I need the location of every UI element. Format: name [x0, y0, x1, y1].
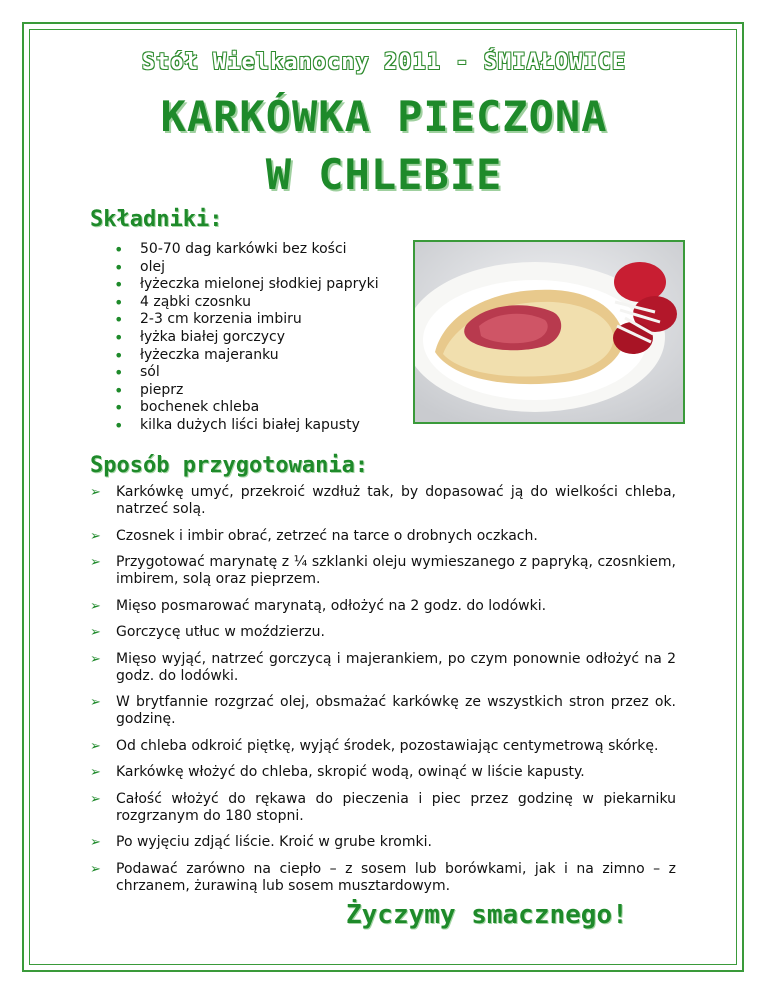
method-heading: Sposób przygotowania: — [90, 453, 369, 478]
dish-illustration — [415, 242, 683, 422]
step-item: ➢ W brytfannie rozgrzać olej, obsmażać karkówkę ze wszystkich stron przez ok. godzinę. — [90, 694, 676, 728]
step-item: ➢ Od chleba odkroić piętkę, wyjąć środek, pozostawiając centymetrową skórkę. — [90, 738, 676, 755]
event-title: Stół Wielkanocny 2011 - ŚMIAŁOWICE — [141, 50, 627, 75]
step-item: ➢ Mięso wyjąć, natrzeć gorczycą i majerankiem, po czym ponownie odłożyć na 2 godz. do lodówki. — [90, 651, 676, 685]
closing-wish: Życzymy smacznego! — [346, 900, 628, 930]
list-item: • bochenek chleba — [114, 399, 379, 417]
step-item: ➢ Czosnek i imbir obrać, zetrzeć na tarce o drobnych oczkach. — [90, 528, 676, 545]
step-item: ➢ Przygotować marynatę z ¼ szklanki oleju wymieszanego z papryką, czosnkiem, imbirem, solą oraz pieprzem. — [90, 554, 676, 588]
list-item: • łyżeczka majeranku — [114, 347, 379, 365]
list-item: • 4 ząbki czosnku — [114, 294, 379, 312]
list-item: • łyżeczka mielonej słodkiej papryki — [114, 276, 379, 294]
list-item: • sól — [114, 364, 379, 382]
step-item: ➢ Karkówkę umyć, przekroić wzdłuż tak, by dopasować ją do wielkości chleba, natrzeć solą. — [90, 484, 676, 518]
step-item: ➢ Całość włożyć do rękawa do pieczenia i piec przez godzinę w piekarniku rozgrzanym do 180 stopni. — [90, 791, 676, 825]
list-item: • łyżka białej gorczycy — [114, 329, 379, 347]
step-item: ➢ Karkówkę włożyć do chleba, skropić wodą, owinąć w liście kapusty. — [90, 764, 676, 781]
step-item: ➢ Gorczycę utłuc w moździerzu. — [90, 624, 676, 641]
recipe-title-line1: KARKÓWKA PIECZONA — [160, 92, 608, 141]
list-item: • olej — [114, 259, 379, 277]
list-item: • 50-70 dag karkówki bez kości — [114, 241, 379, 259]
list-item: • kilka dużych liści białej kapusty — [114, 417, 379, 435]
step-item: ➢ Podawać zarówno na ciepło – z sosem lub borówkami, jak i na zimno – z chrzanem, żurawiną lub sosem musztardowym. — [90, 861, 676, 895]
ingredients-list — [114, 241, 379, 435]
recipe-title-line2: W CHLEBIE — [265, 150, 503, 199]
dish-photo — [413, 240, 685, 424]
steps-list — [90, 484, 676, 904]
ingredients-heading: Składniki: — [90, 207, 223, 232]
list-item: • 2-3 cm korzenia imbiru — [114, 311, 379, 329]
step-item: ➢ Po wyjęciu zdjąć liście. Kroić w grube kromki. — [90, 834, 676, 851]
list-item: • pieprz — [114, 382, 379, 400]
step-item: ➢ Mięso posmarować marynatą, odłożyć na 2 godz. do lodówki. — [90, 598, 676, 615]
